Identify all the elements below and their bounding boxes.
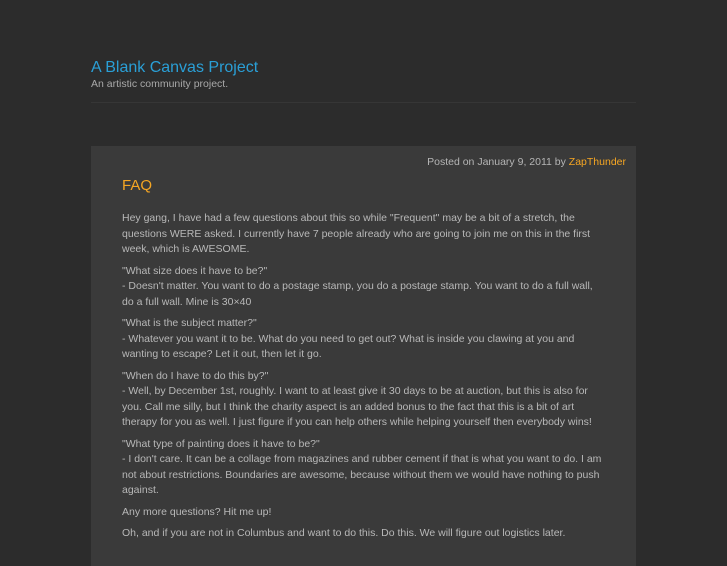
post-date: January 9, 2011 — [477, 156, 552, 168]
faq-question: "What type of painting does it have to be?" — [122, 437, 320, 450]
post-paragraph — [122, 211, 604, 258]
faq-answer: - Whatever you want it to be. What do you need to get out? What is inside you clawing at you and wanting to escape? Let it out, then let it go. — [122, 332, 575, 360]
faq-answer: - Doesn't matter. You want to do a postage stamp, you do a postage stamp. You want to do a full wall, do a full wall. Mine is 30×40 — [122, 280, 593, 308]
site-title[interactable]: A Blank Canvas Project — [91, 59, 259, 76]
faq-question: "What size does it have to be?" — [122, 264, 268, 277]
paragraph-text: Any more questions? Hit me up! — [122, 505, 272, 518]
faq-answer: - Well, by December 1st, roughly. I want to at least give it 30 days to be at auction, but this is also for you. Call me silly, but I think the charity aspect is an added bonus to the fact that this is a bit of art therapy for you as well. I just figure if you can help others while helping yourself then everybody wins! — [122, 385, 592, 428]
paragraph-text: Oh, and if you are not in Columbus and want to do this. Do this. We will figure out logistics later. — [122, 527, 566, 539]
site-description: An artistic community project. — [91, 78, 229, 90]
post-meta-prefix: Posted on — [427, 156, 475, 168]
header-divider — [91, 102, 636, 103]
post-paragraph — [122, 316, 604, 363]
faq-answer: - I don't care. It can be a collage from magazines and rubber cement if that is what you want to do. I am not about restrictions. Boundaries are awesome, because without them we would have nothing to push against. — [122, 453, 602, 496]
faq-question: "What is the subject matter?" — [122, 317, 257, 329]
site-header — [91, 58, 636, 90]
post-paragraph — [122, 264, 604, 311]
post-title[interactable]: FAQ — [122, 177, 153, 194]
post-paragraph — [122, 505, 604, 521]
post-meta-by: by — [554, 156, 566, 168]
post-paragraph — [122, 369, 604, 431]
post — [91, 146, 636, 566]
paragraph-text: Hey gang, I have had a few questions about this so while "Frequent" may be a bit of a stretch, the questions WERE asked. I currently have 7 people already who are going to join me on this in the first week, which is AWESOME. — [122, 212, 591, 255]
faq-question: "When do I have to do this by?" — [122, 369, 269, 382]
post-meta — [427, 156, 626, 168]
post-author-link[interactable]: ZapThunder — [568, 156, 626, 168]
post-paragraph — [122, 437, 604, 499]
post-body — [122, 211, 604, 548]
post-paragraph — [122, 526, 604, 542]
